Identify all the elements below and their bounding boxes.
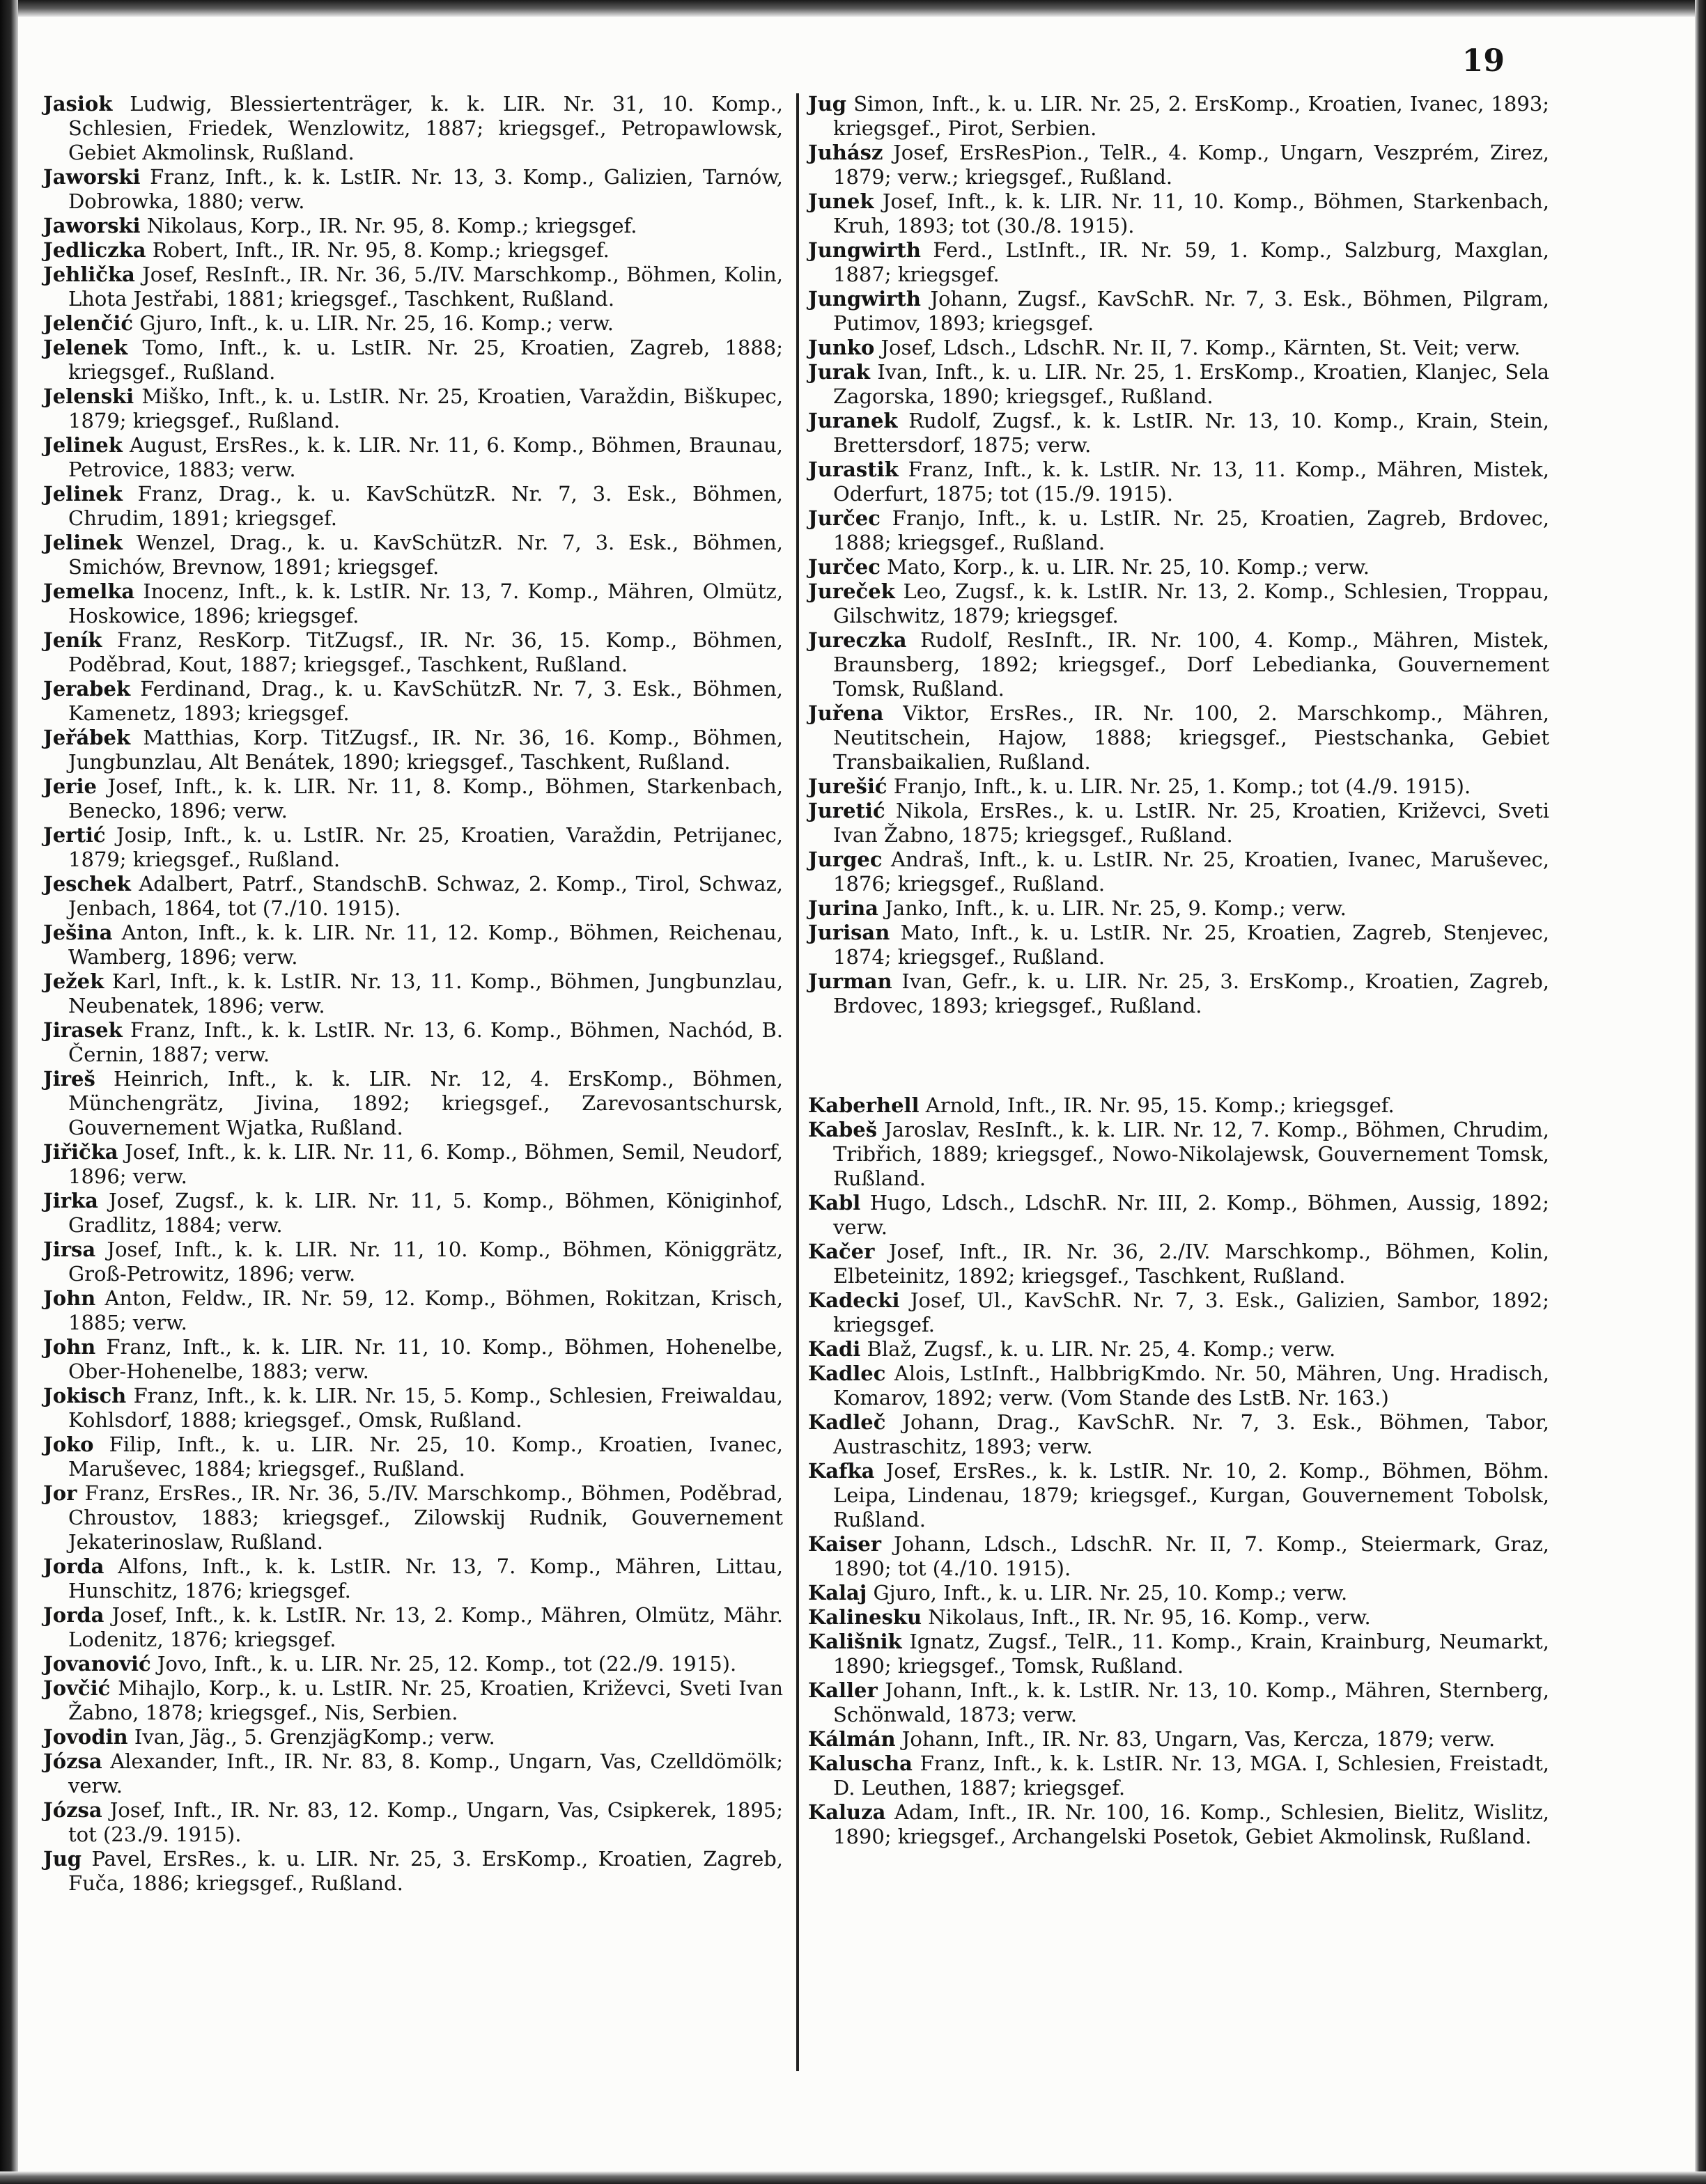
register-entry [43,1798,783,1847]
entry-details: Ludwig, Blessiertenträger, k. k. LIR. Nr. 31, 10. Komp., Schlesien, Friedek, Wenzlowitz, 1887; kriegsgef., Petropawlowsk, Gebiet Akmolinsk, Rußland. [68,92,784,164]
scan-edge-bottom [0,2171,1706,2184]
section-gap [808,1018,1549,1093]
entry-surname: John [43,1286,96,1310]
entry-details: Josef, Ldsch., LdschR. Nr. II, 7. Komp., Kärnten, St. Veit; verw. [881,336,1521,359]
entry-details: Alois, LstInft., HalbbrigKmdo. Nr. 50, Mähren, Ung. Hradisch, Komarov, 1892; verw. (Vom Stande des LstB. Nr. 163.) [833,1362,1550,1410]
entry-details: Janko, Inft., k. u. LIR. Nr. 25, 9. Komp.; verw. [885,896,1347,920]
entry-surname: Jedliczka [43,238,146,262]
entry-details: Josip, Inft., k. u. LstIR. Nr. 25, Kroatien, Varaždin, Petrijanec, 1879; kriegsgef., Rußland. [68,823,783,871]
entry-details: Robert, Inft., IR. Nr. 95, 8. Komp.; kriegsgef. [152,238,610,262]
entry-surname: Jiřička [43,1140,118,1164]
entry-surname: Kálmán [808,1727,896,1751]
register-entry [43,969,783,1018]
entry-details: Nikola, ErsRes., k. u. LstIR. Nr. 25, Kroatien, Križevci, Sveti Ivan Žabno, 1875; kriegsgef., Rußland. [833,799,1549,847]
entry-surname: Jirsa [43,1238,96,1261]
entry-surname: Jasiok [43,92,113,116]
register-entry [808,848,1549,896]
register-entry [43,579,783,628]
register-entry [808,1581,1549,1605]
entry-surname: Jurgec [808,848,883,871]
register-entry [808,579,1549,628]
register-entry [43,1018,783,1067]
register-entry [808,1800,1549,1849]
entry-details: Nikolaus, Korp., IR. Nr. 95, 8. Komp.; kriegsgef. [146,214,637,237]
entry-details: Franz, Inft., k. k. LstIR. Nr. 13, MGA. I, Schlesien, Freistadt, D. Leuthen, 1887; kriegsgef. [833,1752,1549,1800]
register-entry [808,1532,1549,1581]
entry-surname: Kalinesku [808,1605,922,1629]
entry-surname: Juretić [808,799,885,822]
register-entry [808,1118,1549,1191]
entry-surname: Jeník [43,628,102,652]
entry-details: Josef, Ul., KavSchR. Nr. 7, 3. Esk., Galizien, Sambor, 1892; kriegsgef. [833,1288,1549,1336]
register-entry [43,774,783,823]
entry-details: Blaž, Zugsf., k. u. LIR. Nr. 25, 4. Komp.; verw. [867,1337,1336,1361]
register-entry [43,1603,783,1652]
entry-surname: Jovčić [43,1676,111,1700]
register-entry [808,458,1549,506]
entry-details: Josef, Inft., k. k. LIR. Nr. 11, 10. Komp., Böhmen, Königgrätz, Groß-Petrowitz, 1896; verw. [68,1238,783,1286]
register-entry [43,238,783,263]
entry-surname: Jerie [43,774,97,798]
scan-edge-left [0,0,18,2184]
entry-details: Ivan, Inft., k. u. LIR. Nr. 25, 1. ErsKomp., Kroatien, Klanjec, Sela Zagorska, 1890; kriegsgef., Rußland. [833,360,1550,408]
entry-details: Johann, Inft., k. k. LstIR. Nr. 13, 10. Komp., Mähren, Sternberg, Schönwald, 1873; verw. [833,1678,1550,1726]
left-column [43,92,783,1896]
register-entry [43,311,783,336]
entry-details: Adalbert, Patrf., StandschB. Schwaz, 2. Komp., Tirol, Schwaz, Jenbach, 1864, tot (7./10. 1915). [68,872,784,920]
register-entry [808,409,1549,458]
register-entry [808,238,1549,287]
entry-surname: Jureček [808,579,895,603]
register-entry [808,1459,1549,1532]
entry-details: Mato, Inft., k. u. LstIR. Nr. 25, Kroatien, Zagreb, Stenjevec, 1874; kriegsgef., Rußland. [833,921,1549,969]
register-entry [808,1605,1549,1630]
entry-details: Ferd., LstInft., IR. Nr. 59, 1. Komp., Salzburg, Maxglan, 1887; kriegsgef. [833,238,1550,286]
entry-surname: Kadlec [808,1362,886,1385]
entry-surname: Jelenek [43,336,128,359]
entry-details: Arnold, Inft., IR. Nr. 95, 15. Komp.; kriegsgef. [925,1093,1395,1117]
entry-surname: Jaworski [43,165,141,189]
entry-details: Franjo, Inft., k. u. LIR. Nr. 25, 1. Komp.; tot (4./9. 1915). [893,774,1471,798]
entry-details: Adam, Inft., IR. Nr. 100, 16. Komp., Schlesien, Bielitz, Wislitz, 1890; kriegsgef., Archangelski Posetok, Gebiet Akmolinsk, Rußland. [833,1800,1550,1848]
register-entry [43,384,783,433]
entry-details: Johann, Drag., KavSchR. Nr. 7, 3. Esk., Böhmen, Tabor, Austraschitz, 1893; verw. [833,1410,1549,1458]
register-entry [808,799,1549,848]
register-entry [808,287,1549,336]
register-entry [43,214,783,238]
entry-surname: Kafka [808,1459,875,1483]
entry-surname: Jirka [43,1189,98,1212]
entry-details: Alexander, Inft., IR. Nr. 83, 8. Komp., Ungarn, Vas, Czelldömölk; verw. [68,1749,783,1797]
entry-surname: Kaberhell [808,1093,920,1117]
scan-edge-top [0,0,1706,17]
entry-surname: Jurisan [808,921,890,944]
k-entries [808,1093,1549,1849]
entry-surname: Kališnik [808,1630,902,1653]
register-entry [43,531,783,579]
register-entry [808,969,1549,1018]
entry-surname: Jelinek [43,433,123,457]
register-entry [43,872,783,921]
register-entry [808,189,1549,238]
register-entry [43,263,783,311]
entry-details: Josef, Inft., IR. Nr. 36, 2./IV. Marschkomp., Böhmen, Kolin, Elbeteinitz, 1892; kriegsgef., Taschkent, Rußland. [833,1240,1549,1288]
entry-surname: Jurastik [808,458,899,481]
entry-surname: Józsa [43,1749,102,1773]
entry-details: Viktor, ErsRes., IR. Nr. 100, 2. Marschkomp., Mähren, Neutitschein, Hajow, 1888; kriegsgef., Piestschanka, Gebiet Transbaikalien, Rußland. [833,701,1550,774]
register-entry [808,1288,1549,1337]
entry-surname: Junko [808,336,875,359]
register-entry [43,921,783,969]
entry-details: Pavel, ErsRes., k. u. LIR. Nr. 25, 3. ErsKomp., Kroatien, Zagreb, Fuča, 1886; kriegsgef., Rußland. [68,1847,784,1895]
entry-details: Johann, Ldsch., LdschR. Nr. II, 7. Komp., Steiermark, Graz, 1890; tot (4./10. 1915). [833,1532,1549,1580]
register-entry [808,1678,1549,1727]
entry-details: Johann, Inft., IR. Nr. 83, Ungarn, Vas, Kercza, 1879; verw. [901,1727,1496,1751]
register-entry [43,1189,783,1238]
register-entry [43,1238,783,1286]
entry-details: Josef, Inft., k. k. LIR. Nr. 11, 8. Komp., Böhmen, Starkenbach, Benecko, 1896; verw. [68,774,783,822]
j-entries [808,92,1549,1018]
register-entry [43,726,783,774]
entry-details: Rudolf, ResInft., IR. Nr. 100, 4. Komp., Mähren, Mistek, Braunsberg, 1892; kriegsgef., Dorf Lebedianka, Gouvernement Tomsk, Rußland. [833,628,1550,701]
register-entry [43,628,783,677]
entry-details: Mato, Korp., k. u. LIR. Nr. 25, 10. Komp.; verw. [887,555,1370,579]
scan-edge-right [1695,0,1706,2184]
entry-surname: Jaworski [43,214,141,237]
entry-details: Franz, Inft., k. k. LstIR. Nr. 13, 3. Komp., Galizien, Tarnów, Dobrowka, 1880; verw. [68,165,783,213]
register-entry [808,92,1549,141]
entry-details: Ignatz, Zugsf., TelR., 11. Komp., Krain, Krainburg, Neumarkt, 1890; kriegsgef., Tomsk, Rußland. [833,1630,1550,1678]
entry-details: Johann, Zugsf., KavSchR. Nr. 7, 3. Esk., Böhmen, Pilgram, Putimov, 1893; kriegsgef. [833,287,1549,335]
register-entry [43,336,783,384]
register-entry [808,896,1549,921]
entry-surname: Józsa [43,1798,102,1822]
entry-surname: Jungwirth [808,287,921,311]
entry-surname: Kaiser [808,1532,882,1556]
entry-details: Franz, Inft., k. k. LIR. Nr. 15, 5. Komp., Schlesien, Freiwaldau, Kohlsdorf, 1888; kriegsgef., Omsk, Rußland. [68,1384,783,1432]
entry-details: Franz, ResKorp. TitZugsf., IR. Nr. 36, 15. Komp., Böhmen, Poděbrad, Kout, 1887; kriegsgef., Taschkent, Rußland. [68,628,783,676]
entry-surname: Kalaj [808,1581,867,1605]
entry-details: Filip, Inft., k. u. LIR. Nr. 25, 10. Komp., Kroatien, Ivanec, Maruševec, 1884; kriegsgef., Rußland. [68,1433,783,1481]
register-entry [808,1727,1549,1752]
entry-surname: Jelenčić [43,311,134,335]
entry-details: Andraš, Inft., k. u. LstIR. Nr. 25, Kroatien, Ivanec, Maruševec, 1876; kriegsgef., Rußland. [833,848,1549,896]
entry-details: Josef, Zugsf., k. k. LIR. Nr. 11, 5. Komp., Böhmen, Königinhof, Gradlitz, 1884; verw. [68,1189,784,1237]
entry-surname: Jungwirth [808,238,921,262]
entry-details: Franz, Inft., k. k. LstIR. Nr. 13, 11. Komp., Mähren, Mistek, Oderfurt, 1875; tot (15./9. 1915). [833,458,1549,506]
register-entry [43,1749,783,1798]
entry-surname: Kadleč [808,1410,886,1434]
entry-details: Franz, ErsRes., IR. Nr. 36, 5./IV. Marschkomp., Böhmen, Poděbrad, Chroustov, 1883; kriegsgef., Zilowskij Rudnik, Gouvernement Jekaterinoslaw, Rußland. [68,1481,784,1554]
entry-surname: Jeřábek [43,726,131,749]
entry-details: Ivan, Jäg., 5. GrenzjägKomp.; verw. [134,1725,495,1749]
entry-surname: Juranek [808,409,898,432]
entry-details: Wenzel, Drag., k. u. KavSchützR. Nr. 7, 3. Esk., Böhmen, Smichów, Brevnow, 1891; kriegsgef. [68,531,784,579]
entry-surname: Jeschek [43,872,131,896]
register-entry [43,1384,783,1433]
entry-surname: Juřena [808,701,884,725]
entry-surname: Jovanović [43,1652,151,1676]
entry-details: Franz, Drag., k. u. KavSchützR. Nr. 7, 3. Esk., Böhmen, Chrudim, 1891; kriegsgef. [68,482,784,530]
entry-surname: Kabeš [808,1118,878,1141]
register-entry [43,92,783,165]
entry-details: Nikolaus, Inft., IR. Nr. 95, 16. Komp., verw. [928,1605,1371,1629]
register-entry [808,628,1549,701]
register-entry [43,1067,783,1140]
entry-surname: Jehlička [43,263,135,286]
register-entry [43,1725,783,1749]
entry-surname: Jurešić [808,774,887,798]
register-entry [43,677,783,726]
register-entry [43,1286,783,1335]
register-entry [43,1481,783,1554]
entry-surname: Jurman [808,969,892,993]
register-entry [808,555,1549,579]
entry-details: Gjuro, Inft., k. u. LIR. Nr. 25, 10. Komp.; verw. [873,1581,1348,1605]
column-divider [796,93,799,2071]
register-entry [43,1335,783,1384]
entry-surname: Kadecki [808,1288,900,1312]
entry-details: Josef, Inft., k. k. LstIR. Nr. 13, 2. Komp., Mähren, Olmütz, Mähr. Lodenitz, 1876; kriegsgef. [68,1603,784,1651]
entry-details: Inocenz, Inft., k. k. LstIR. Nr. 13, 7. Komp., Mähren, Olmütz, Hoskowice, 1896; kriegsgef. [68,579,784,627]
register-entry [808,141,1549,189]
register-entry [43,1652,783,1676]
register-entry [808,1362,1549,1410]
entry-surname: Jelinek [43,482,123,506]
entry-details: Rudolf, Zugsf., k. k. LstIR. Nr. 13, 10. Komp., Krain, Stein, Brettersdorf, 1875; verw. [833,409,1550,457]
entry-details: Franz, Inft., k. k. LIR. Nr. 11, 10. Komp., Böhmen, Hohenelbe, Ober-Hohenelbe, 1883; verw. [68,1335,783,1383]
entry-details: Ivan, Gefr., k. u. LIR. Nr. 25, 3. ErsKomp., Kroatien, Zagreb, Brdovec, 1893; kriegsgef., Rußland. [833,969,1550,1017]
entry-details: Franjo, Inft., k. u. LstIR. Nr. 25, Kroatien, Zagreb, Brdovec, 1888; kriegsgef., Rußland. [833,506,1549,554]
register-entry [43,165,783,214]
entry-surname: Jug [808,92,847,116]
entry-surname: Jor [43,1481,77,1505]
entry-surname: Joko [43,1433,94,1456]
entry-details: Karl, Inft., k. k. LstIR. Nr. 13, 11. Komp., Böhmen, Jungbunzlau, Neubenatek, 1896; verw. [68,969,783,1017]
entry-surname: Jug [43,1847,82,1871]
right-column [808,92,1549,1849]
entry-details: Miško, Inft., k. u. LstIR. Nr. 25, Kroatien, Varaždin, Biškupec, 1879; kriegsgef., Rußland. [68,384,783,432]
entry-surname: Ješina [43,921,113,944]
entry-details: Josef, Inft., k. k. LIR. Nr. 11, 6. Komp., Böhmen, Semil, Neudorf, 1896; verw. [68,1140,784,1188]
entry-details: Leo, Zugsf., k. k. LstIR. Nr. 13, 2. Komp., Schlesien, Troppau, Gilschwitz, 1879; kriegsgef. [833,579,1549,627]
register-entry [43,1847,783,1896]
entry-details: Mihajlo, Korp., k. u. LstIR. Nr. 25, Kroatien, Križevci, Sveti Ivan Žabno, 1878; kriegsgef., Nis, Serbien. [68,1676,784,1724]
entry-surname: Jelinek [43,531,123,554]
register-entry [43,433,783,482]
entry-surname: Jemelka [43,579,135,603]
entry-surname: Jerabek [43,677,131,701]
register-entry [808,506,1549,555]
entry-surname: Ježek [43,969,104,993]
entry-details: Heinrich, Inft., k. k. LIR. Nr. 12, 4. ErsKomp., Böhmen, Münchengrätz, Jivina, 1892; kriegsgef., Zarevosantschursk, Gouvernement Wjatka, Rußland. [68,1067,783,1139]
register-entry [808,1410,1549,1459]
register-entry [808,1752,1549,1800]
entry-details: Jovo, Inft., k. u. LIR. Nr. 25, 12. Komp., tot (22./9. 1915). [157,1652,737,1676]
entry-details: Anton, Feldw., IR. Nr. 59, 12. Komp., Böhmen, Rokitzan, Krisch, 1885; verw. [68,1286,783,1334]
entry-surname: Jurak [808,360,870,384]
entry-surname: Kaller [808,1678,878,1702]
entry-details: Hugo, Ldsch., LdschR. Nr. III, 2. Komp., Böhmen, Aussig, 1892; verw. [833,1191,1549,1239]
register-entry [808,1337,1549,1362]
entry-surname: Jireš [43,1067,95,1091]
register-entry [808,1093,1549,1118]
register-entry [808,1191,1549,1240]
register-entry [808,1630,1549,1678]
entry-surname: Jertić [43,823,106,847]
entry-surname: Jureczka [808,628,907,652]
entry-details: August, ErsRes., k. k. LIR. Nr. 11, 6. Komp., Böhmen, Braunau, Petrovice, 1883; verw. [68,433,784,481]
page-number: 19 [1461,43,1505,79]
entry-surname: Kadi [808,1337,861,1361]
entry-details: Anton, Inft., k. k. LIR. Nr. 11, 12. Komp., Böhmen, Reichenau, Wamberg, 1896; verw. [68,921,784,969]
register-entry [808,336,1549,360]
entry-details: Gjuro, Inft., k. u. LIR. Nr. 25, 16. Komp.; verw. [139,311,614,335]
entry-details: Ferdinand, Drag., k. u. KavSchützR. Nr. 7, 3. Esk., Böhmen, Kamenetz, 1893; kriegsgef. [68,677,783,725]
entry-details: Josef, Inft., k. k. LIR. Nr. 11, 10. Komp., Böhmen, Starkenbach, Kruh, 1893; tot (30./8. 1915). [833,189,1549,237]
entry-details: Josef, ErsRes., k. k. LstIR. Nr. 10, 2. Komp., Böhmen, Böhm. Leipa, Lindenau, 1879; kriegsgef., Kurgan, Gouvernement Tobolsk, Rußland. [833,1459,1549,1531]
register-entry [43,482,783,531]
entry-details: Jaroslav, ResInft., k. k. LIR. Nr. 12, 7. Komp., Böhmen, Chrudim, Tribřich, 1889; kriegsgef., Nowo-Nikolajewsk, Gouvernement Tomsk, Rußland. [833,1118,1549,1190]
entry-surname: Junek [808,189,874,213]
register-entry [43,1140,783,1189]
entry-surname: Juhász [808,141,883,164]
entry-details: Tomo, Inft., k. u. LstIR. Nr. 25, Kroatien, Zagreb, 1888; kriegsgef., Rußland. [68,336,783,384]
entry-surname: Jokisch [43,1384,127,1407]
entry-details: Alfons, Inft., k. k. LstIR. Nr. 13, 7. Komp., Mähren, Littau, Hunschitz, 1876; kriegsgef. [68,1554,783,1602]
register-entry [808,701,1549,774]
entry-details: Josef, ErsResPion., TelR., 4. Komp., Ungarn, Veszprém, Zirez, 1879; verw.; kriegsgef., Rußland. [833,141,1550,189]
entry-surname: Kačer [808,1240,875,1263]
entry-details: Franz, Inft., k. k. LstIR. Nr. 13, 6. Komp., Böhmen, Nachód, B. Černin, 1887; verw. [68,1018,784,1066]
register-entry [43,1433,783,1481]
register-entry [808,1240,1549,1288]
entry-surname: Jorda [43,1554,104,1578]
entry-surname: Jirasek [43,1018,123,1042]
entry-surname: Jurina [808,896,878,920]
entry-details: Josef, ResInft., IR. Nr. 36, 5./IV. Marschkomp., Böhmen, Kolin, Lhota Jestřabi, 1881; kriegsgef., Taschkent, Rußland. [68,263,784,311]
register-entry [808,774,1549,799]
entry-surname: Kaluscha [808,1752,913,1775]
entry-details: Simon, Inft., k. u. LIR. Nr. 25, 2. ErsKomp., Kroatien, Ivanec, 1893; kriegsgef., Pirot, Serbien. [833,92,1550,140]
register-entry [808,360,1549,409]
register-entry [43,823,783,872]
register-entry [43,1554,783,1603]
register-entry [43,1676,783,1725]
entry-surname: Kaluza [808,1800,886,1824]
entry-surname: Jurčec [808,555,881,579]
entry-surname: John [43,1335,96,1359]
entry-surname: Kabl [808,1191,861,1215]
entry-surname: Jorda [43,1603,104,1627]
entry-surname: Jelenski [43,384,134,408]
register-entry [808,921,1549,969]
entry-details: Matthias, Korp. TitZugsf., IR. Nr. 36, 16. Komp., Böhmen, Jungbunzlau, Alt Benátek, 1890; kriegsgef., Taschkent, Rußland. [68,726,784,774]
entry-surname: Jovodin [43,1725,128,1749]
entry-details: Josef, Inft., IR. Nr. 83, 12. Komp., Ungarn, Vas, Csipkerek, 1895; tot (23./9. 1915). [68,1798,784,1846]
entry-surname: Jurčec [808,506,881,530]
